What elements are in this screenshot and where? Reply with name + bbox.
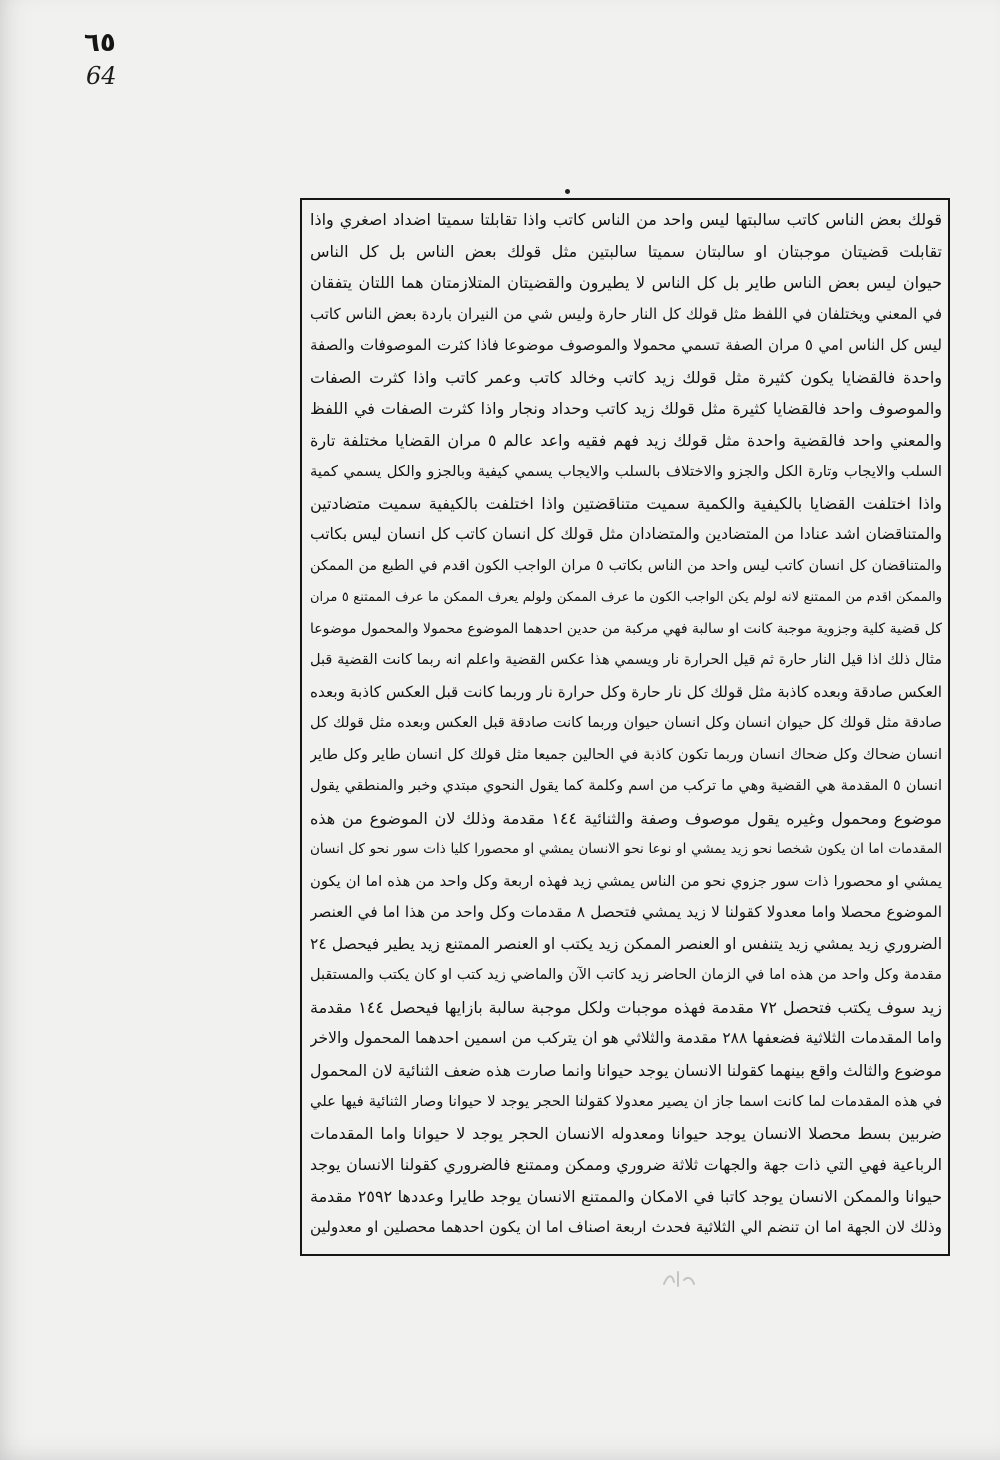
text-frame [300, 198, 950, 1256]
text-line: والمتناقضان كل انسان كاتب ليس واحد من الناس بكاتب ٥ مران الواجب الكون اقدم في الطبع من الممكن [310, 557, 942, 574]
text-line: صادقة مثل قولك كل حيوان انسان وكل انسان حيوان وربما كانت صادقة قبل العكس وبعده مثل قولك كل [310, 715, 942, 731]
text-line: قولك بعض الناس كاتب سالبتها ليس واحد من الناس كاتب واذا تقابلتا سميتا اضداد اصغري واذا [310, 210, 942, 229]
text-block [310, 204, 942, 1244]
text-line: حيوان ليس بعض الناس طاير بل كل الناس لا يطيرون والقضيتان المتلازمتان هما اللتان يتفقان [310, 273, 942, 292]
text-line: زيد سوف يكتب فتحصل ٧٢ مقدمة فهذه موجبات ولكل موجبة سالبة بازايها فيحصل ١٤٤ مقدمة [310, 997, 942, 1017]
folio-number-arabic: ٦٥ [84, 28, 116, 58]
text-line: واحدة فالقضايا يكون كثيرة مثل قولك زيد كاتب وخالد كاتب وعمر كاتب واذا كثرت الصفات [310, 367, 942, 387]
text-line: مقدمة وكل واحد من هذه اما في الزمان الحاضر زيد كاتب الآن والماضي زيد كتب او كان يكتب والمستقبل [310, 967, 942, 983]
text-line: موضوع ومحمول وغيره يقول موصوف وصفة والثنائية ١٤٤ مقدمة وذلك لان الموضوع من هذه [310, 808, 942, 828]
text-line: تقابلت قضيتان موجبتان او سالبتان سميتا سالبتين مثل قولك بعض الناس بل كل الناس [310, 241, 942, 261]
text-line: الضروري زيد يمشي زيد يتنفس او العنصر الممكن زيد يكتب او العنصر الممتنع زيد يطير فيحصل ٢٤ [310, 934, 942, 953]
text-line: حيوانا والممكن الانسان يوجد كاتبا في الامكان والممتنع الانسان يوجد طايرا وعددها ٢٥٩٢ مقدمة [310, 1186, 942, 1206]
text-line: وذلك لان الجهة اما ان تنضم الي الثلاثية فحدث اربعة اصناف اما ان يكون احدهما محصلين او معدولين [310, 1218, 942, 1236]
text-line: والموصوف واحد فالقضايا كثيرة مثل قولك زيد كاتب وحداد ونجار واذا كثرت الصفات في اللفظ [310, 399, 942, 418]
text-line: والمتناقضان اشد عنادا من المتضادين والمتضادان مثل قولك كل انسان كاتب كل انسان ليس بكاتب [310, 525, 942, 543]
text-line: مثال ذلك اذا قيل النار حارة ثم قيل الحرارة نار ويسمي هذا عكس القضية واعلم انه ربما كانت القضية قبل [310, 652, 942, 668]
text-line: ضربين بسط محصلا الانسان يوجد حيوانا ومعدوله الانسان الحجر يوجد لا حيوانا واما المقدمات [310, 1123, 942, 1143]
folio-number-latin: 64 [86, 62, 117, 90]
text-line: كل قضية كلية وجزوية موجبة كانت او سالبة فهي مركبة من حدين احدهما الموضوع محمولا والمحمول موضوعا [310, 620, 942, 637]
text-line: والممكن اقدم من الممتنع لانه لولم يكن الواجب الكون ما عرف الممكن ولولم يعرف الممكن ما عرف الممتنع ٥ مران [310, 590, 942, 605]
text-line: في هذه المقدمات لما كانت اسما جاز ان يصير معدولا كقولنا الحجر يوجد لا حيوانا وصار الثنائية فيها علي [310, 1093, 942, 1110]
text-line: السلب والايجاب وتارة الكل والجزو والاختلاف بالسلب والايجاب يسمي كيفية وبالجزو والكل يسمي كمية [310, 463, 942, 480]
text-line: في المعني ويختلفان في اللفظ مثل قولك كل النار حارة وليس شي من النيران باردة بعض الناس كاتب [310, 304, 942, 323]
text-line: واذا اختلفت القضايا بالكيفية والكمية سميت متناقضتين واذا اختلفت بالكيفية سميت متضادتين [310, 493, 942, 513]
text-line: واما المقدمات الثلاثية فضعفها ٢٨٨ مقدمة والثلاثي هو ان يتركب من اسمين احدهما المحمول والاخر [310, 1029, 942, 1047]
text-line: انسان ٥ المقدمة هي القضية وهي ما تركب من اسم وكلمة كما يقول النحوي مبتدي وخبر والمنطقي يقول [310, 778, 942, 794]
faint-marginal-mark [660, 1266, 700, 1292]
text-line: انسان ضحاك وكل ضحاك انسان وربما تكون كاذبة في الحالين جميعا مثل قولك كل انسان طاير وكل طاير [310, 746, 942, 763]
text-line: موضوع والثالث واقع بينهما كقولنا الانسان يوجد حيوانا وانما صارت هذه ضعف الثنائية لان المحمول [310, 1060, 942, 1080]
text-line: العكس صادقة وبعده كاذبة مثل قولك كل نار حارة وكل حرارة نار وربما كانت قبل العكس كاذبة وبعده [310, 682, 942, 701]
text-line: يمشي او محصورا ذات سور جزوي نحو من الناس يمشي زيد فهذه اربعة وكل واحد من هذه اما ان يكون [310, 872, 942, 890]
text-line: ليس كل الناس امي ٥ مران الصفة تسمي محمولا والموصوف موضوعا فاذا كثرت الموصوفات والصفة [310, 336, 942, 354]
ink-dot [565, 189, 570, 194]
text-line: الموضوع محصلا واما معدولا كقولنا لا زيد يمشي فتحصل ٨ مقدمات وكل واحد من هذا اما في العنصر [310, 903, 942, 921]
text-line: الرباعية فهي التي ذات جهة والجهات ثلاثة ضروري وممكن وممتنع فالضروري كقولنا الانسان يوجد [310, 1155, 942, 1174]
text-line: والمعني واحد فالقضية واحدة مثل قولك زيد فهم فقيه واعد عالم ٥ مران القضايا مختلفة تارة [310, 430, 942, 450]
text-line: المقدمات اما ان يكون شخصا نحو زيد يمشي او نوعا نحو الانسان يمشي او محصورا كليا ذات سور نحو كل انسان [310, 841, 942, 857]
